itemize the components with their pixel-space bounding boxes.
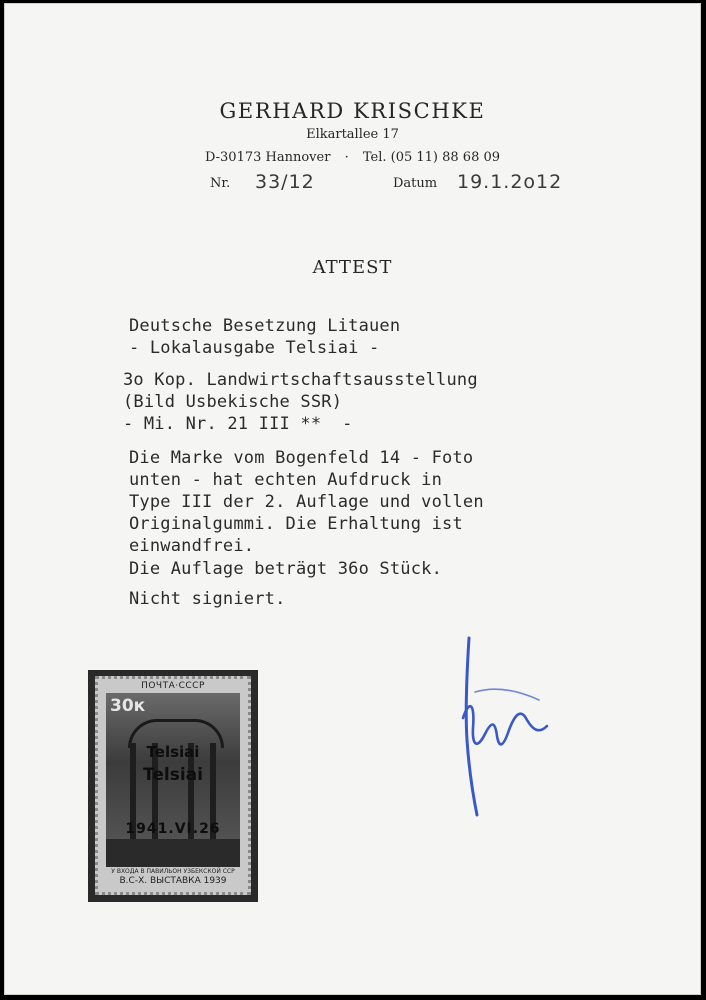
overprint-line-2: Telsiai	[143, 765, 203, 785]
stamp-ground	[106, 839, 240, 867]
paragraph-print-run: Die Auflage beträgt 36o Stück.	[129, 559, 443, 579]
paragraph-not-signed: Nicht signiert.	[129, 589, 286, 609]
stamp-country-text: ПОЧТА·СССР	[141, 681, 205, 691]
nr-label: Nr.	[210, 176, 231, 191]
expert-name: GERHARD KRISCHKE	[219, 99, 486, 123]
address-city-phone	[5, 150, 700, 165]
phone-number: Tel. (05 11) 88 68 09	[362, 150, 501, 165]
stamp-exhibition-text: В.С-Х. ВЫСТАВКА 1939	[119, 876, 227, 886]
certificate-date: 19.1.2o12	[457, 171, 563, 193]
address-city: D-30173 Hannover	[204, 150, 331, 165]
stamp-image	[95, 676, 251, 895]
address-street: Elkartallee 17	[306, 127, 399, 142]
document-title: ATTEST	[312, 257, 393, 278]
signature-icon	[455, 630, 565, 820]
overprint-line-1: Telsiai	[146, 743, 200, 761]
overprint-date: 1941.VI.26	[125, 821, 221, 837]
separator-dot: ·	[344, 150, 349, 165]
paragraph-occupation: Deutsche Besetzung Litauen - Lokalausgabe Telsiai -	[129, 316, 401, 358]
datum-label: Datum	[393, 176, 438, 191]
paragraph-stamp-description: 3o Kop. Landwirtschaftsausstellung (Bild Usbekische SSR) - Mi. Nr. 21 III ** -	[123, 370, 478, 434]
certificate-number: 33/12	[255, 171, 315, 193]
stamp-vignette	[106, 693, 240, 867]
stamp-denomination: 30к	[110, 696, 146, 716]
stamp-caption: У ВХОДА В ПАВИЛЬОН УЗБЕКСКОЙ ССР	[111, 868, 235, 875]
paragraph-assessment: Die Marke vom Bogenfeld 14 - Foto unten - hat echten Aufdruck in Type III der 2. Auflage und vollen Originalgummi. Die Erhaltung ist einwandfrei.	[129, 448, 484, 556]
